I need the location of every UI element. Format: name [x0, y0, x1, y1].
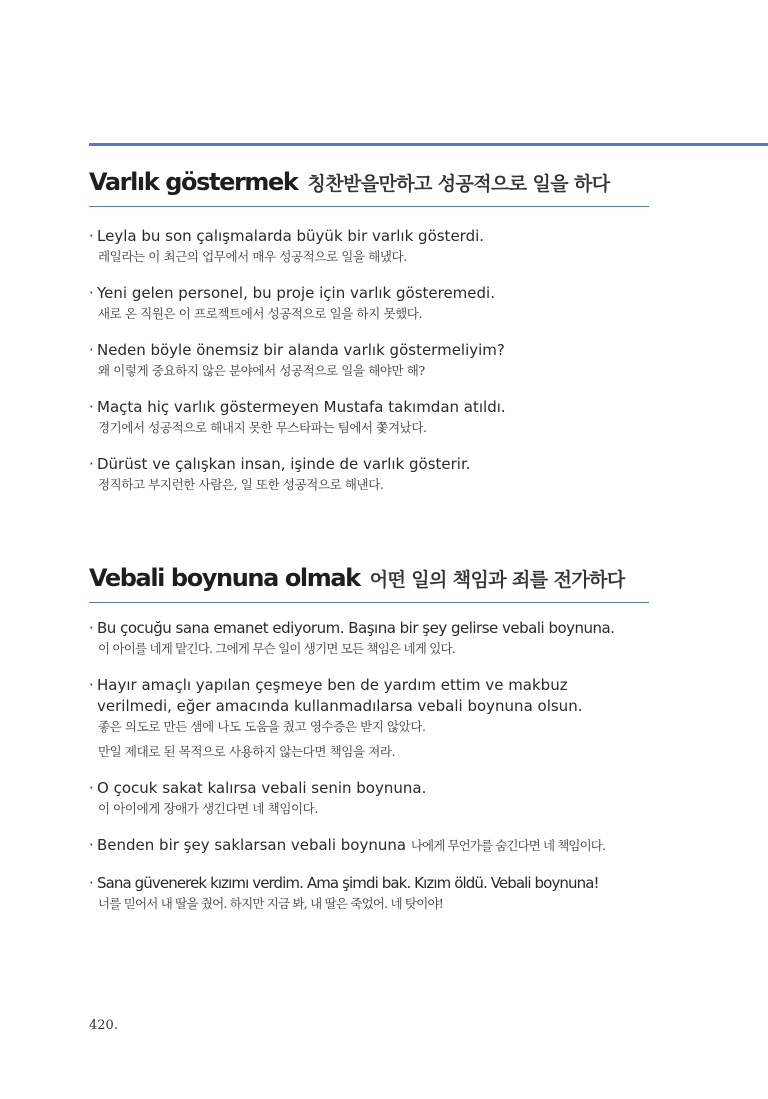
example-turkish: Sana güvenerek kızımı verdim. Ama şimdi bak. Kızım öldü. Vebali boynuna!: [97, 874, 599, 892]
example-korean: 이 아이를 네게 맡긴다. 그에게 무슨 일이 생기면 모든 책임은 네게 있다.: [98, 641, 455, 656]
section-vebali-boynuna-olmak: [89, 564, 649, 930]
idiom-title: Vebali boynuna olmak: [89, 564, 360, 592]
example-item: [89, 454, 649, 494]
example-korean: 나에게 무언가를 숨긴다면 네 책임이다.: [410, 838, 606, 853]
example-korean: 너를 믿어서 내 딸을 줬어. 하지만 지금 봐, 내 딸은 죽었어. 네 탓이야!: [98, 896, 443, 911]
example-item: [89, 340, 649, 380]
example-turkish: Neden böyle önemsiz bir alanda varlık göstermeliyim?: [97, 341, 505, 359]
example-item: [89, 873, 649, 913]
example-korean: 경기에서 성공적으로 해내지 못한 무스타파는 팀에서 쫓겨났다.: [98, 420, 427, 435]
bullet: ·: [89, 779, 94, 797]
example-korean: 이 아이에게 장애가 생긴다면 네 책임이다.: [98, 801, 318, 816]
bullet: ·: [89, 836, 94, 854]
example-korean: 왜 이렇게 중요하지 않은 분야에서 성공적으로 일을 해야만 해?: [98, 363, 425, 378]
page-number: 420.: [89, 1018, 118, 1033]
example-list: [89, 226, 649, 494]
bullet: ·: [89, 455, 94, 473]
example-korean-line-2: 만일 제대로 된 목적으로 사용하지 않는다면 책임을 져라.: [98, 744, 396, 759]
example-turkish: Yeni gelen personel, bu proje için varlık gösteremedi.: [97, 284, 495, 302]
example-list: [89, 618, 649, 913]
example-turkish-with-korean: [97, 835, 649, 856]
example-turkish: Benden bir şey saklarsan vebali boynuna: [97, 836, 407, 854]
example-item: [89, 835, 649, 856]
example-item: [89, 283, 649, 323]
section-heading: [89, 168, 649, 207]
idiom-title: Varlık göstermek: [89, 168, 298, 196]
example-item: [89, 675, 649, 761]
example-item: [89, 778, 649, 818]
idiom-meaning: 칭찬받을만하고 성공적으로 일을 하다: [307, 173, 610, 195]
example-turkish: Maçta hiç varlık göstermeyen Mustafa takımdan atıldı.: [97, 398, 506, 416]
section-heading: [89, 564, 649, 603]
section-varlik-gostermek: [89, 168, 649, 511]
example-turkish: O çocuk sakat kalırsa vebali senin boynuna.: [97, 779, 427, 797]
bullet: ·: [89, 874, 94, 892]
example-turkish: Bu çocuğu sana emanet ediyorum. Başına bir şey gelirse vebali boynuna.: [97, 619, 615, 637]
bullet: ·: [89, 227, 94, 245]
bullet: ·: [89, 341, 94, 359]
example-korean-line-1: 좋은 의도로 만든 샘에 나도 도움을 줬고 영수증은 받지 않았다.: [98, 719, 426, 734]
bullet: ·: [89, 398, 94, 416]
example-turkish: Dürüst ve çalışkan insan, işinde de varlık gösterir.: [97, 455, 471, 473]
bullet: ·: [89, 619, 94, 637]
example-item: [89, 397, 649, 437]
top-rule: [89, 143, 768, 146]
bullet: ·: [89, 284, 94, 302]
example-item: [89, 226, 649, 266]
idiom-meaning: 어떤 일의 책임과 죄를 전가하다: [369, 569, 625, 591]
example-korean: 정직하고 부지런한 사람은, 일 또한 성공적으로 해낸다.: [98, 477, 384, 492]
example-item: [89, 618, 649, 658]
example-korean: 새로 온 직원은 이 프로젝트에서 성공적으로 일을 하지 못했다.: [98, 306, 423, 321]
example-korean: 레일라는 이 최근의 업무에서 매우 성공적으로 일을 해냈다.: [98, 249, 407, 264]
example-turkish: Leyla bu son çalışmalarda büyük bir varlık gösterdi.: [97, 227, 485, 245]
example-turkish-line-2: verilmedi, eğer amacında kullanmadılarsa vebali boynuna olsun.: [97, 697, 583, 715]
bullet: ·: [89, 676, 94, 694]
example-turkish-line-1: Hayır amaçlı yapılan çeşmeye ben de yardım ettim ve makbuz: [97, 676, 568, 694]
